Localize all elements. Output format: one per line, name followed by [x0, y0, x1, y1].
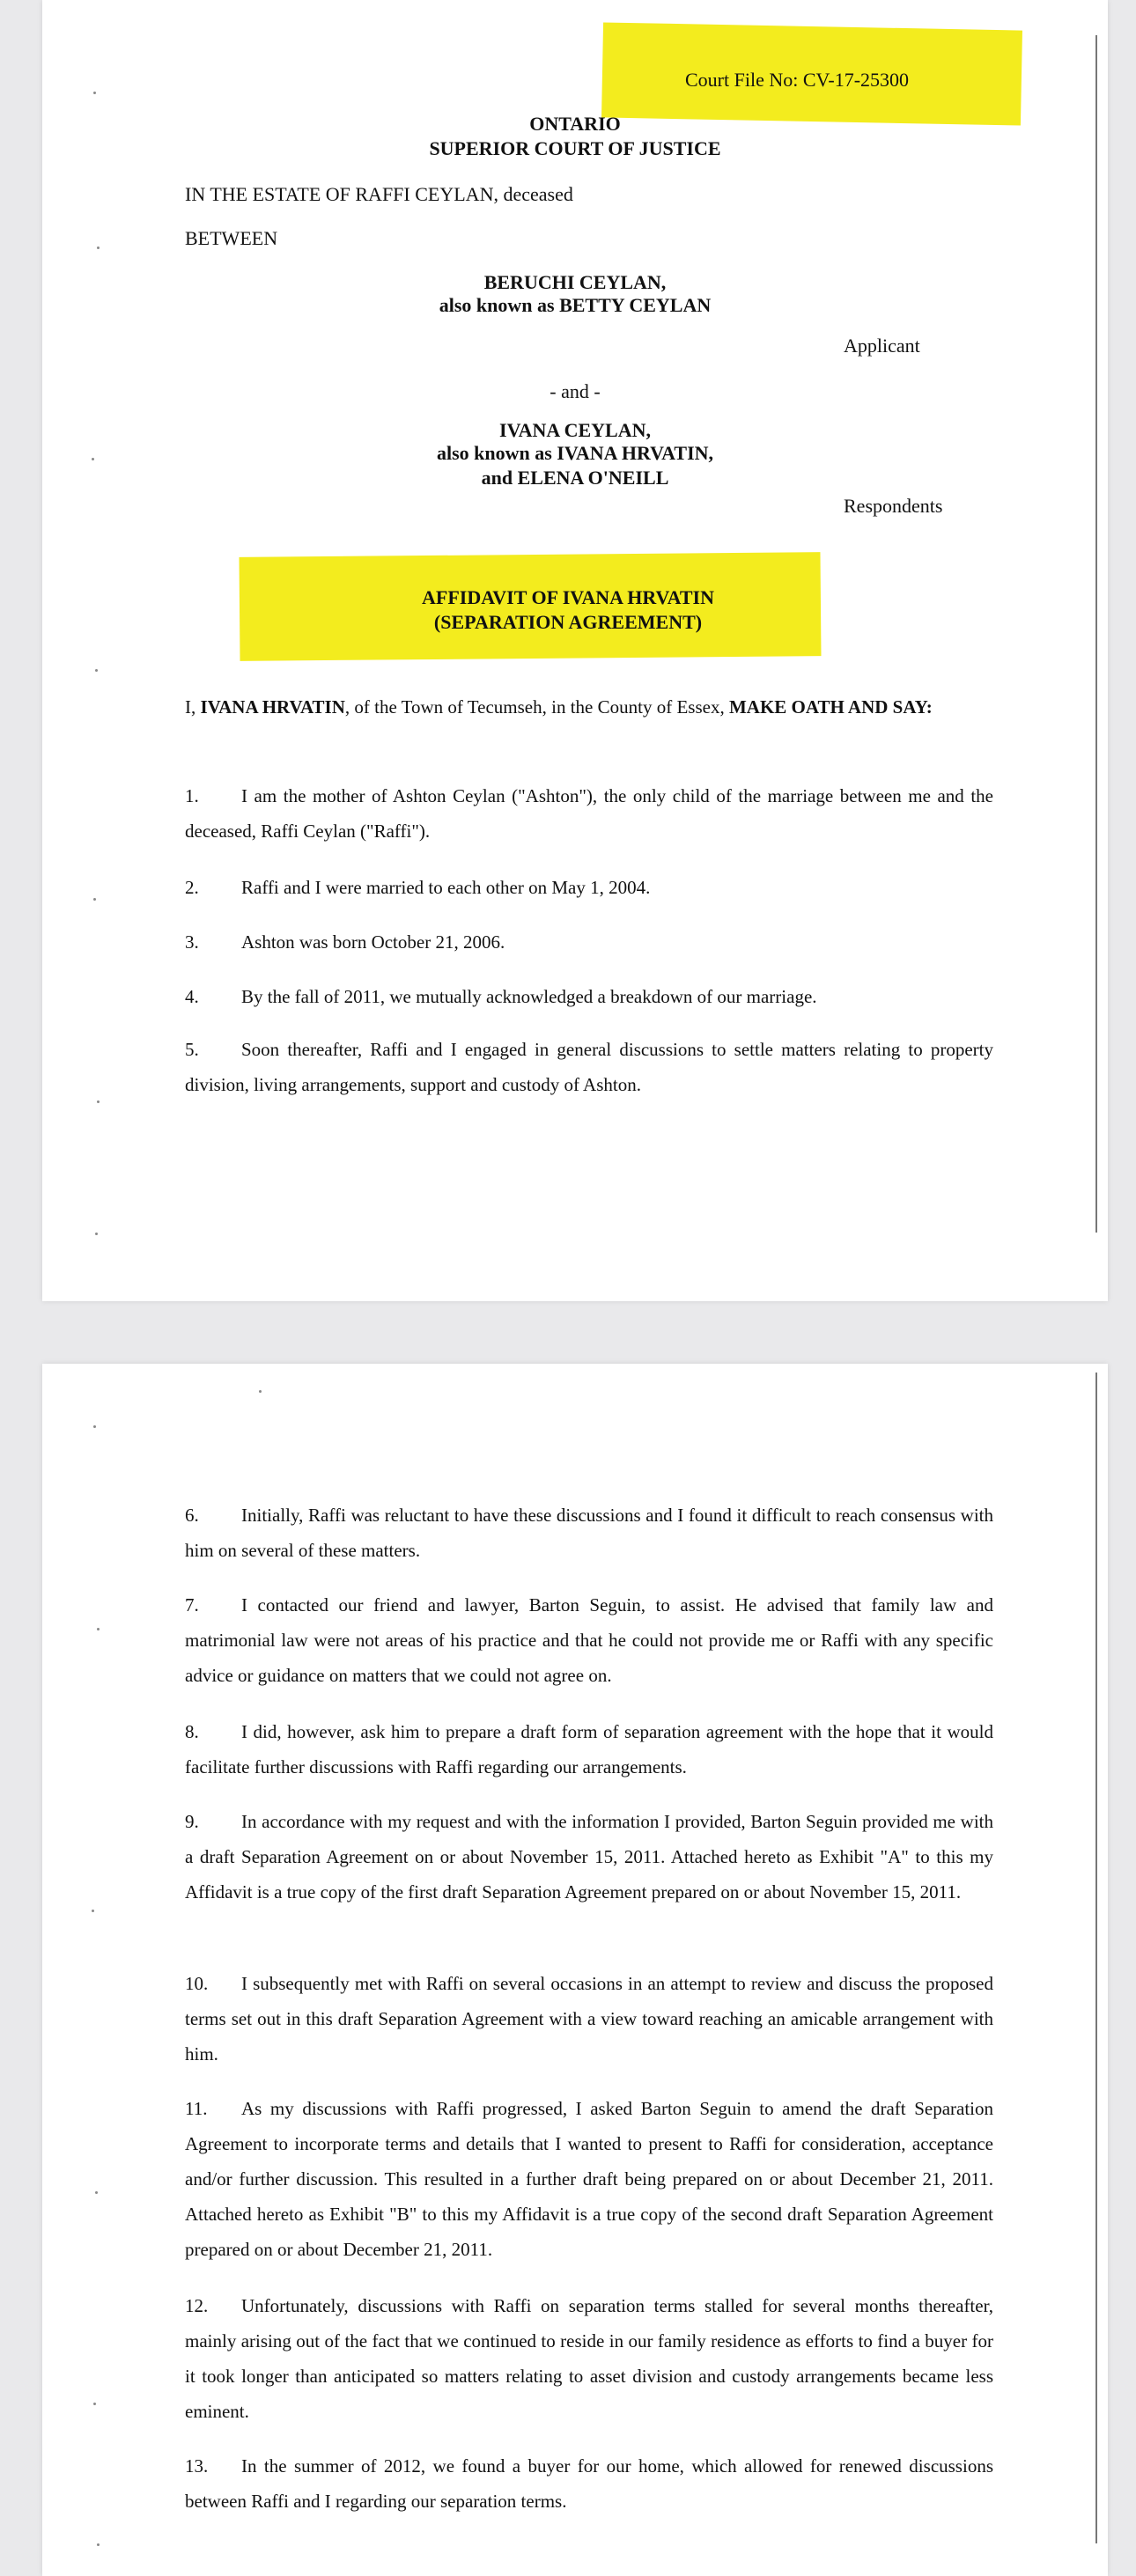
- scan-speck: [95, 2191, 98, 2194]
- paragraph-number: 12.: [185, 2295, 209, 2316]
- scan-speck: [92, 1910, 94, 1912]
- affidavit-title-line2: (SEPARATION AGREEMENT): [433, 611, 703, 633]
- paragraph-8: [185, 1714, 993, 1785]
- respondents-label: Respondents: [844, 495, 943, 517]
- paragraph-number: 7.: [185, 1594, 199, 1616]
- scan-speck: [93, 1425, 96, 1428]
- paragraph-number: 4.: [185, 986, 199, 1007]
- court-file-number: Court File No: CV-17-25300: [685, 69, 910, 91]
- applicant-aka: also known as BETTY CEYLAN: [439, 294, 712, 316]
- paragraph-number: 13.: [185, 2455, 209, 2477]
- oath-middle: , of the Town of Tecumseh, in the County of Essex,: [344, 696, 729, 718]
- oath-statement: [185, 688, 993, 725]
- paragraph-10: [185, 1966, 993, 2072]
- oath-prefix: I,: [185, 696, 201, 718]
- affidavit-title-line1: AFFIDAVIT OF IVANA HRVATIN: [422, 586, 714, 608]
- paragraph-6: [185, 1498, 993, 1568]
- scan-edge-line: [1095, 35, 1097, 1233]
- paragraph-4: [185, 979, 993, 1014]
- between-label: BETWEEN: [185, 227, 278, 249]
- scan-speck: [97, 1100, 100, 1103]
- scan-speck: [97, 2543, 100, 2546]
- paragraph-text: Soon thereafter, Raffi and I engaged in general discussions to settle matters relating to property division, living arrangements, support and custody of Ashton.: [185, 1039, 993, 1095]
- scan-speck: [95, 669, 98, 672]
- paragraph-number: 10.: [185, 1973, 209, 1994]
- paragraph-2: [185, 870, 993, 905]
- oath-name: IVANA HRVATIN: [200, 696, 345, 718]
- scan-speck: [92, 458, 94, 460]
- paragraph-text: I did, however, ask him to prepare a draft form of separation agreement with the hope that it would facilitate further discussions with Raffi regarding our arrangements.: [185, 1721, 993, 1777]
- scan-speck: [95, 1233, 98, 1235]
- scan-speck: [93, 92, 96, 94]
- estate-line: IN THE ESTATE OF RAFFI CEYLAN, deceased: [185, 183, 573, 205]
- paragraph-text: In accordance with my request and with the information I provided, Barton Seguin provided me with a draft Separation Agreement on or about November 15, 2011. Attached hereto as Exhibit "A" to this my Affidavit is a true copy of the first draft Separation Agreement prepared on or about November 15, 2011.: [185, 1811, 993, 1903]
- paragraph-number: 8.: [185, 1721, 199, 1742]
- paragraph-5: [185, 1032, 993, 1102]
- paragraph-text: I contacted our friend and lawyer, Barton Seguin, to assist. He advised that family law and matrimonial law were not areas of his practice and that he could not provide me or Raffi with any specific advice or guidance on matters that we could not agree on.: [185, 1594, 993, 1686]
- paragraph-11: [185, 2091, 993, 2267]
- applicant-name: BERUCHI CEYLAN,: [483, 271, 667, 293]
- paragraph-number: 3.: [185, 931, 199, 953]
- paragraph-number: 6.: [185, 1505, 199, 1526]
- paragraph-text: In the summer of 2012, we found a buyer for our home, which allowed for renewed discussions between Raffi and I regarding our separation terms.: [185, 2455, 993, 2512]
- court-heading: SUPERIOR COURT OF JUSTICE: [429, 137, 721, 159]
- scan-speck: [93, 2403, 96, 2405]
- applicant-label: Applicant: [844, 335, 920, 357]
- scan-speck: [259, 1390, 262, 1393]
- paragraph-7: [185, 1587, 993, 1693]
- paragraph-number: 5.: [185, 1039, 199, 1060]
- paragraph-13: [185, 2448, 993, 2519]
- paragraph-12: [185, 2288, 993, 2429]
- paragraph-text: Initially, Raffi was reluctant to have these discussions and I found it difficult to reach consensus with him on several of these matters.: [185, 1505, 993, 1561]
- and-separator: - and -: [550, 380, 601, 402]
- scan-speck: [93, 898, 96, 901]
- paragraph-text: Unfortunately, discussions with Raffi on separation terms stalled for several months thereafter, mainly arising out of the fact that we continued to reside in our family residence as efforts to find a buyer for it took longer than anticipated so matters relating to asset division and custody arrangements became less eminent.: [185, 2295, 993, 2422]
- scan-speck: [97, 1628, 100, 1630]
- paragraph-3: [185, 924, 993, 960]
- respondent2-name: and ELENA O'NEILL: [481, 467, 669, 489]
- paragraph-text: I subsequently met with Raffi on several occasions in an attempt to review and discuss the proposed terms set out in this draft Separation Agreement with a view toward reaching an amicable arrangement with him.: [185, 1973, 993, 2064]
- paragraph-number: 2.: [185, 877, 199, 898]
- paragraph-number: 9.: [185, 1811, 199, 1832]
- paragraph-text: I am the mother of Ashton Ceylan ("Ashton"), the only child of the marriage between me and the deceased, Raffi Ceylan ("Raffi").: [185, 785, 993, 842]
- respondent1-aka: also known as IVANA HRVATIN,: [436, 442, 714, 464]
- document-page-1: [42, 0, 1108, 1301]
- paragraph-text: Ashton was born October 21, 2006.: [241, 931, 505, 953]
- province-heading: ONTARIO: [529, 113, 621, 135]
- paragraph-text: By the fall of 2011, we mutually acknowledged a breakdown of our marriage.: [241, 986, 817, 1007]
- paragraph-number: 1.: [185, 785, 199, 806]
- paragraph-1: [185, 778, 993, 849]
- scan-edge-line: [1095, 1373, 1097, 2543]
- scan-speck: [97, 247, 100, 249]
- oath-make-oath: MAKE OATH AND SAY:: [728, 696, 933, 718]
- paragraph-9: [185, 1804, 993, 1910]
- respondent1-name: IVANA CEYLAN,: [499, 419, 651, 441]
- document-page-2: [42, 1364, 1108, 2576]
- paragraph-number: 11.: [185, 2098, 208, 2119]
- paragraph-text: As my discussions with Raffi progressed, I asked Barton Seguin to amend the draft Separation Agreement to incorporate terms and details that I wanted to present to Raffi for consideration, acceptance and/or further discussion. This resulted in a further draft being prepared on or about December 21, 2011. Attached hereto as Exhibit "B" to this my Affidavit is a true copy of the second draft Separation Agreement prepared on or about December 21, 2011.: [185, 2098, 993, 2260]
- paragraph-text: Raffi and I were married to each other on May 1, 2004.: [241, 877, 651, 898]
